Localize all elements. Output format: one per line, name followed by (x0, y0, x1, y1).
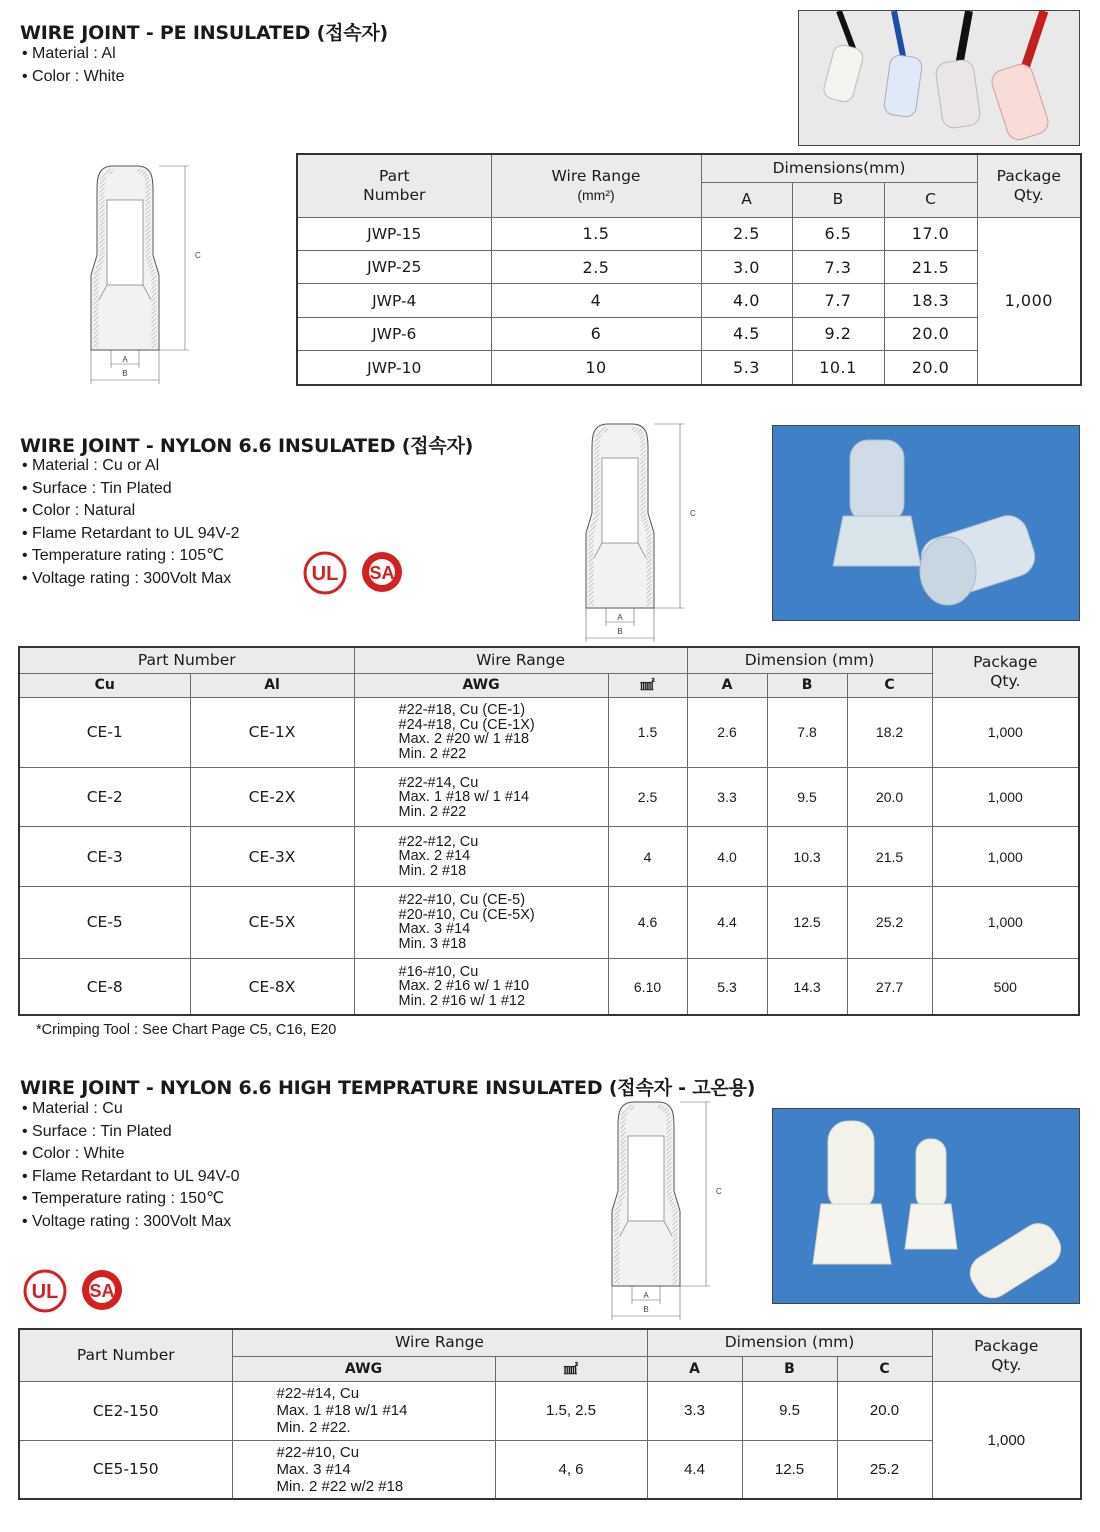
part-number: JWP-4 (297, 284, 491, 317)
svg-text:UL: UL (311, 563, 339, 585)
dim-c: 25.2 (837, 1440, 932, 1499)
dim-b: 10.1 (792, 351, 884, 385)
svg-text:UL: UL (31, 1281, 59, 1303)
table-row (297, 217, 1081, 250)
dim-c: 20.0 (837, 1382, 932, 1441)
high-temp-wire-joint-photo (772, 1108, 1080, 1304)
dim-a: 4.0 (687, 827, 767, 886)
awg-line: Max. 2 #16 w/ 1 #10 (398, 978, 530, 995)
dim-b: 7.8 (767, 697, 847, 767)
header-dimension: Dimension (mm) (687, 647, 932, 673)
dim-c: 25.2 (847, 886, 932, 958)
dim-a: 5.3 (687, 959, 767, 1015)
wire-range: 4 (491, 284, 701, 317)
header-a: A (647, 1356, 742, 1381)
table-row (19, 959, 1079, 1015)
awg-line: Max. 3 #14 (276, 1460, 351, 1478)
dim-a: 3.3 (687, 768, 767, 827)
header-dimension: Dimension (mm) (647, 1329, 932, 1356)
awg-line: Max. 2 #14 (398, 848, 471, 865)
mm2: 2.5 (608, 768, 687, 827)
awg-line: Min. 2 #18 (398, 862, 467, 879)
mm2: 4.6 (608, 886, 687, 958)
package-qty: 500 (932, 959, 1079, 1015)
dim-c: 18.3 (884, 284, 977, 317)
header-b: B (742, 1356, 837, 1381)
header-a: A (701, 182, 792, 217)
dim-c: 17.0 (884, 217, 977, 250)
label-b: B (617, 627, 623, 636)
awg-cell (354, 827, 608, 886)
spec-item: • Surface : Tin Plated (22, 1121, 240, 1144)
ul-logo (22, 1268, 68, 1319)
header-package: Package Qty. (932, 647, 1079, 697)
part-number: JWP-6 (297, 317, 491, 350)
crimping-tool-note: *Crimping Tool : See Chart Page C5, C16, E20 (36, 1022, 337, 1038)
high-temp-spec-table (18, 1328, 1082, 1500)
table-row (297, 317, 1081, 350)
awg-line: Max. 2 #20 w/ 1 #18 (398, 731, 530, 748)
dim-b: 7.3 (792, 250, 884, 283)
ul-logo (302, 550, 348, 601)
dim-b: 9.2 (792, 317, 884, 350)
dim-b: 7.7 (792, 284, 884, 317)
awg-cell (232, 1440, 495, 1499)
dim-b: 12.5 (742, 1440, 837, 1499)
awg-cell (354, 886, 608, 958)
spec-item: • Material : Al (22, 43, 125, 66)
awg-line: Min. 2 #22 (398, 745, 467, 762)
spec-item: • Flame Retardant to UL 94V-2 (22, 523, 240, 546)
package-qty: 1,000 (932, 768, 1079, 827)
header-wire-range (491, 154, 701, 217)
awg-line: Max. 1 #18 w/1 #14 (276, 1402, 408, 1420)
dim-b: 12.5 (767, 886, 847, 958)
spec-item: • Color : White (22, 1143, 240, 1166)
awg-line: #22-#10, Cu (276, 1443, 360, 1461)
dim-b: 6.5 (792, 217, 884, 250)
dim-a: 4.0 (701, 284, 792, 317)
header-c: C (884, 182, 977, 217)
label-c: C (690, 509, 696, 518)
high-temp-dimension-drawing (606, 1096, 736, 1331)
header-al: Al (190, 673, 354, 697)
package-qty: 1,000 (932, 886, 1079, 958)
label-b: B (643, 1305, 649, 1314)
header-wire-range: Wire Range (232, 1329, 647, 1356)
part-number: JWP-25 (297, 250, 491, 283)
part-al: CE-5X (190, 886, 354, 958)
part-number: JWP-15 (297, 217, 491, 250)
wire-range-label: Wire Range (551, 166, 641, 185)
section1-specs (22, 43, 125, 88)
svg-text:SA: SA (89, 1281, 115, 1301)
part-number: CE2-150 (19, 1382, 232, 1441)
header-part-number: Part Number (19, 647, 354, 673)
header-package: Package Qty. (932, 1329, 1081, 1382)
spec-item: • Surface : Tin Plated (22, 478, 240, 501)
mm2: 4 (608, 827, 687, 886)
label-a: A (643, 1291, 649, 1300)
header-b: B (767, 673, 847, 697)
section2-specs (22, 455, 240, 591)
package-qty: 1,000 (932, 1382, 1081, 1499)
part-al: CE-1X (190, 697, 354, 767)
awg-line: Max. 1 #18 w/ 1 #14 (398, 789, 530, 806)
csa-logo (80, 1266, 128, 1319)
awg-line: Min. 2 #16 w/ 1 #12 (398, 992, 526, 1009)
spec-item: • Flame Retardant to UL 94V-0 (22, 1166, 240, 1189)
awg-line: #24-#18, Cu (CE-1X) (398, 716, 535, 733)
wire-range: 10 (491, 351, 701, 385)
header-wire-range: Wire Range (354, 647, 687, 673)
part-cu: CE-8 (19, 959, 190, 1015)
dim-a: 5.3 (701, 351, 792, 385)
table-row (19, 827, 1079, 886)
part-al: CE-2X (190, 768, 354, 827)
table-row (19, 886, 1079, 958)
table-row (19, 768, 1079, 827)
spec-item: • Voltage rating : 300Volt Max (22, 568, 240, 591)
wire-range: 2.5 (491, 250, 701, 283)
pe-spec-table (296, 153, 1082, 386)
label-c: C (195, 251, 201, 260)
header-package: Package Qty. (977, 154, 1081, 217)
nylon-dimension-drawing (580, 418, 710, 653)
section3-title: WIRE JOINT - NYLON 6.6 HIGH TEMPRATURE INSULATED (접속자 - 고온용) (20, 1077, 756, 1099)
dim-a: 4.4 (647, 1440, 742, 1499)
awg-line: Min. 3 #18 (398, 935, 467, 952)
part-al: CE-8X (190, 959, 354, 1015)
header-mm2: ㎟ (608, 673, 687, 697)
dim-b: 9.5 (767, 768, 847, 827)
label-a: A (617, 613, 623, 622)
awg-line: Max. 3 #14 (398, 921, 471, 938)
wire-range-unit: (mm²) (577, 186, 615, 203)
header-mm2: ㎟ (495, 1356, 647, 1381)
header-dimensions: Dimensions(mm) (701, 154, 977, 182)
package-qty: 1,000 (932, 697, 1079, 767)
awg-line: #22-#10, Cu (CE-5) (398, 892, 526, 909)
awg-line: Min. 2 #22 (398, 803, 467, 820)
dim-c: 18.2 (847, 697, 932, 767)
header-cu: Cu (19, 673, 190, 697)
mm2: 1.5, 2.5 (495, 1382, 647, 1441)
header-a: A (687, 673, 767, 697)
csa-logo (360, 548, 408, 601)
spec-item: • Color : White (22, 66, 125, 89)
section2-title: WIRE JOINT - NYLON 6.6 INSULATED (접속자) (20, 435, 474, 457)
dim-b: 9.5 (742, 1382, 837, 1441)
awg-line: #22-#14, Cu (276, 1385, 360, 1403)
part-cu: CE-5 (19, 886, 190, 958)
dim-b: 14.3 (767, 959, 847, 1015)
awg-cell (232, 1382, 495, 1441)
awg-line: #22-#18, Cu (CE-1) (398, 702, 526, 719)
label-a: A (122, 355, 128, 364)
package-qty: 1,000 (932, 827, 1079, 886)
label-b: B (122, 369, 128, 378)
spec-item: • Temperature rating : 105℃ (22, 545, 240, 568)
part-cu: CE-1 (19, 697, 190, 767)
header-awg: AWG (354, 673, 608, 697)
awg-cell (354, 959, 608, 1015)
header-awg: AWG (232, 1356, 495, 1381)
table-row (19, 1382, 1081, 1441)
dim-a: 2.5 (701, 217, 792, 250)
part-number: JWP-10 (297, 351, 491, 385)
table-row (19, 1440, 1081, 1499)
header-c: C (837, 1356, 932, 1381)
mm2: 6.10 (608, 959, 687, 1015)
dim-a: 3.3 (647, 1382, 742, 1441)
spec-item: • Material : Cu or Al (22, 455, 240, 478)
mm2: 1.5 (608, 697, 687, 767)
awg-line: #22-#14, Cu (398, 774, 479, 791)
mm2: 4, 6 (495, 1440, 647, 1499)
part-number: CE5-150 (19, 1440, 232, 1499)
dim-c: 20.0 (847, 768, 932, 827)
spec-item: • Temperature rating : 150℃ (22, 1188, 240, 1211)
section1-title: WIRE JOINT - PE INSULATED (접속자) (20, 22, 389, 44)
dim-c: 27.7 (847, 959, 932, 1015)
wire-range: 6 (491, 317, 701, 350)
awg-line: Min. 2 #22. (276, 1419, 351, 1437)
header-b: B (792, 182, 884, 217)
svg-text:SA: SA (369, 563, 395, 583)
label-c: C (716, 1187, 722, 1196)
wire-range: 1.5 (491, 217, 701, 250)
awg-line: #20-#10, Cu (CE-5X) (398, 906, 535, 923)
dim-c: 20.0 (884, 351, 977, 385)
dim-c: 21.5 (847, 827, 932, 886)
part-cu: CE-3 (19, 827, 190, 886)
awg-line: #22-#12, Cu (398, 833, 479, 850)
header-c: C (847, 673, 932, 697)
dim-a: 4.4 (687, 886, 767, 958)
table-row (297, 351, 1081, 385)
table-row (297, 250, 1081, 283)
awg-cell (354, 697, 608, 767)
nylon-wire-joint-photo (772, 425, 1080, 621)
header-part-number: Part Number (19, 1329, 232, 1382)
dim-c: 20.0 (884, 317, 977, 350)
spec-item: • Voltage rating : 300Volt Max (22, 1211, 240, 1234)
dim-b: 10.3 (767, 827, 847, 886)
spec-item: • Material : Cu (22, 1098, 240, 1121)
table-row (19, 697, 1079, 767)
awg-line: Min. 2 #22 w/2 #18 (276, 1477, 404, 1495)
section3-specs (22, 1098, 240, 1234)
nylon-spec-table (18, 646, 1080, 1016)
awg-cell (354, 768, 608, 827)
header-part-number: Part Number (297, 154, 491, 217)
dim-c: 21.5 (884, 250, 977, 283)
dim-a: 2.6 (687, 697, 767, 767)
table-row (297, 284, 1081, 317)
awg-line: #16-#10, Cu (398, 963, 479, 980)
dim-a: 3.0 (701, 250, 792, 283)
pe-dimension-drawing (85, 160, 215, 395)
part-cu: CE-2 (19, 768, 190, 827)
dim-a: 4.5 (701, 317, 792, 350)
spec-item: • Color : Natural (22, 500, 240, 523)
package-qty: 1,000 (977, 217, 1081, 385)
pe-wire-joint-photo (798, 10, 1080, 146)
part-al: CE-3X (190, 827, 354, 886)
